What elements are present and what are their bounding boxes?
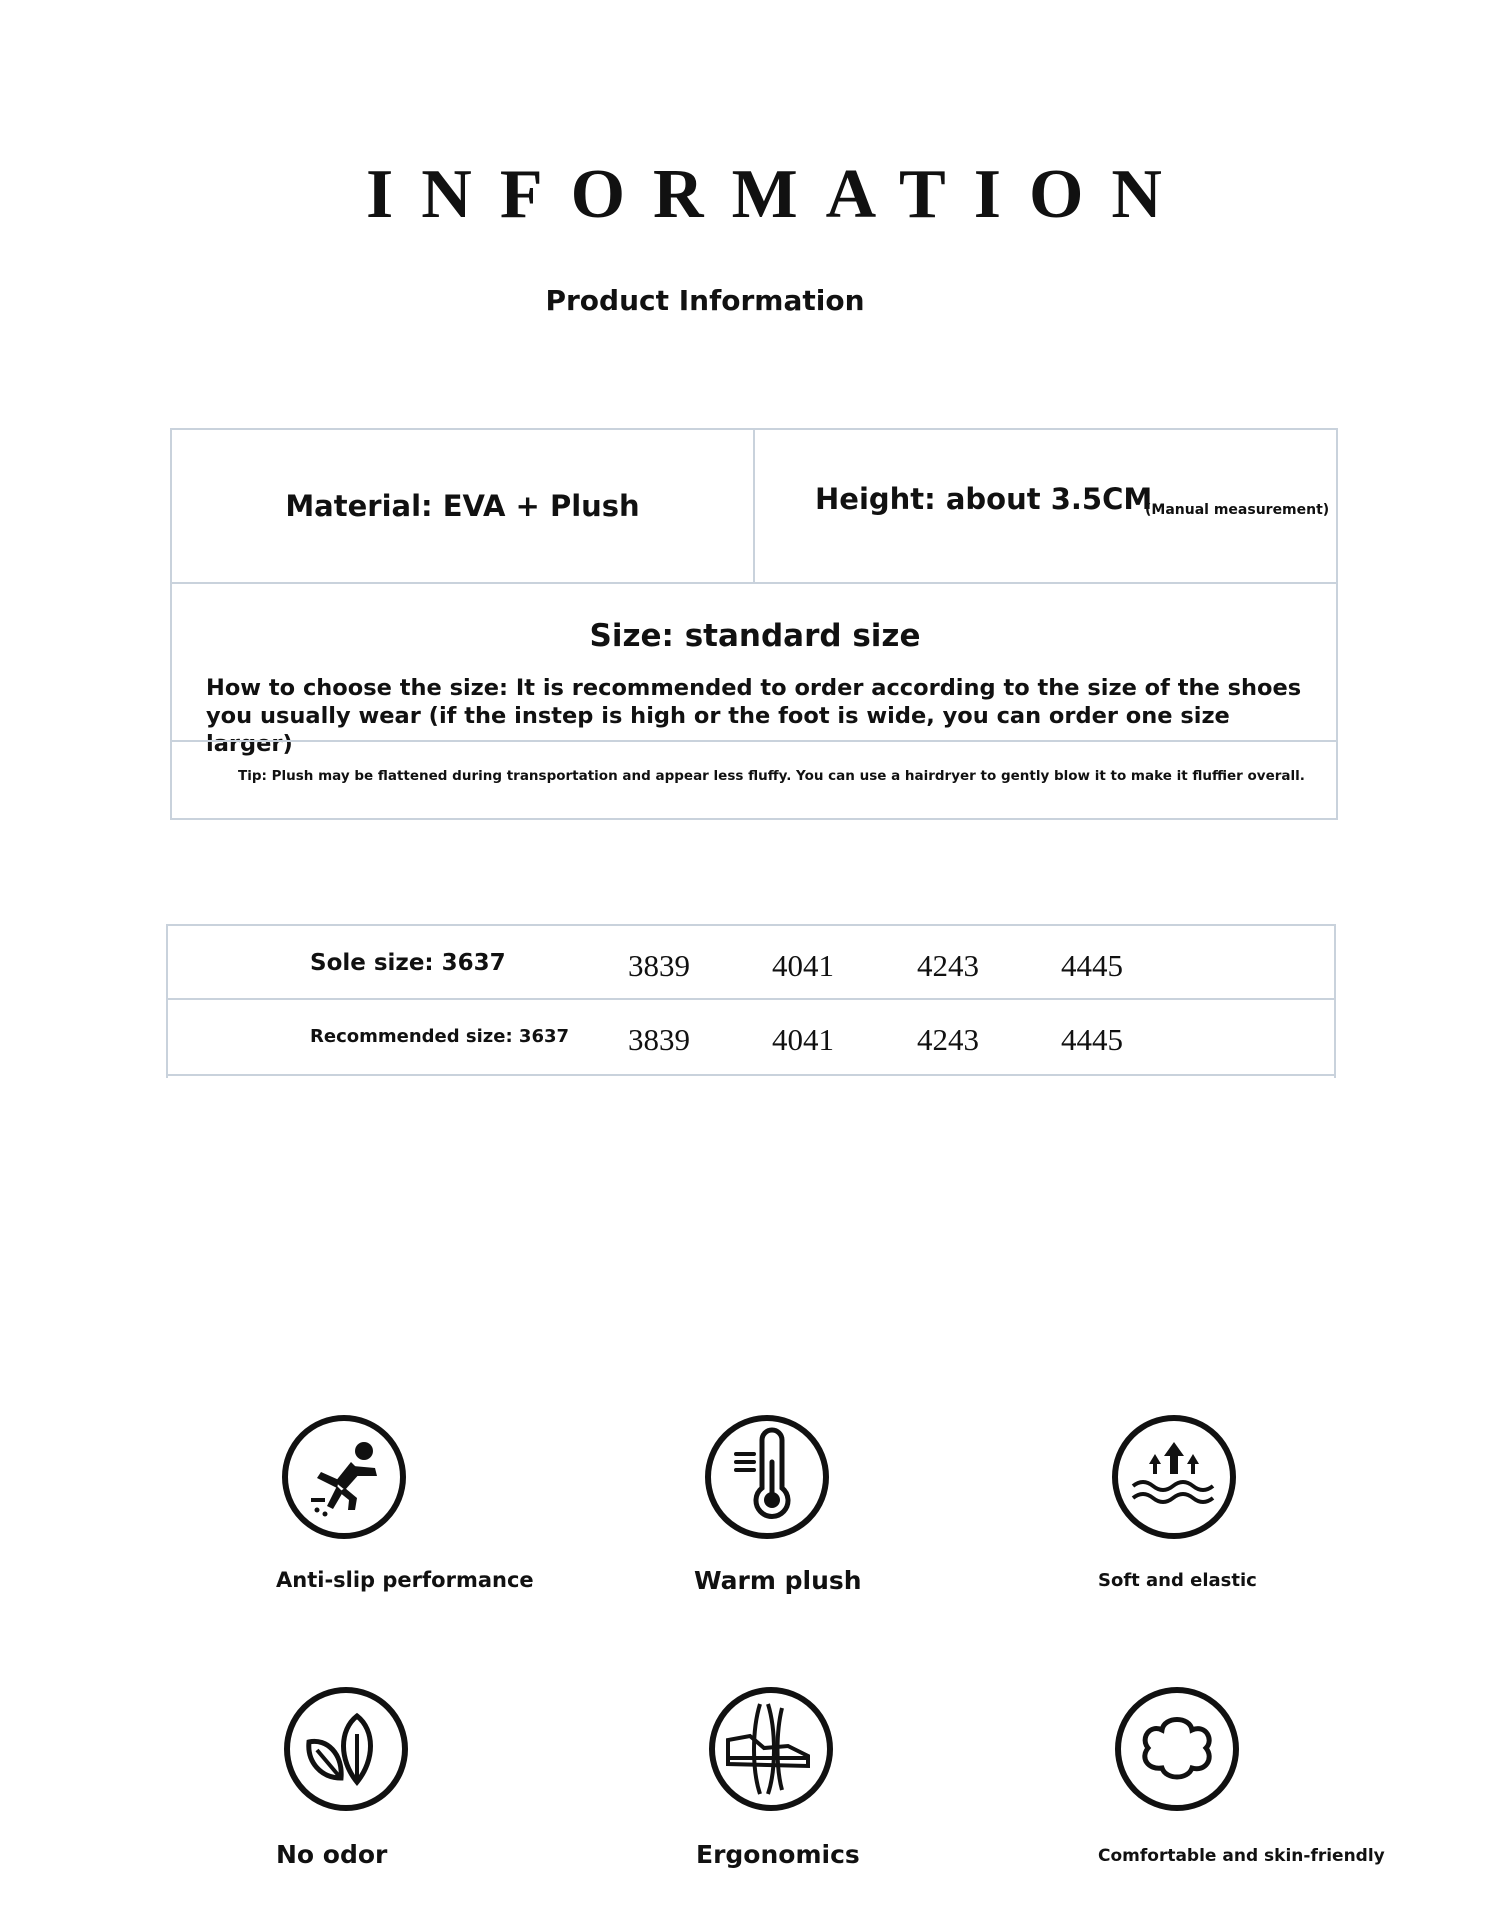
height-note: (Manual measurement): [1145, 502, 1330, 518]
recommended-size-label: Recommended size: 3637: [310, 1026, 570, 1047]
product-info-table: [170, 428, 1338, 820]
sole-size-value: 4445: [1061, 948, 1123, 983]
recommended-size-value: 4445: [1061, 1022, 1123, 1057]
tip-divider: [172, 740, 1338, 742]
size-chart: [166, 924, 1336, 1078]
section-subtitle: Product Information: [545, 284, 865, 317]
recommended-size-value: 4041: [772, 1022, 834, 1057]
anti-slip-icon: [281, 1414, 407, 1540]
sole-size-label: Sole size: 3637: [310, 950, 506, 976]
feature-label: No odor: [276, 1840, 388, 1869]
material-text: Material: EVA + Plush: [285, 489, 640, 523]
shoe-ergonomics-icon: [708, 1686, 834, 1812]
page-title: INFORMATION: [366, 156, 1190, 233]
row-divider: [168, 1074, 1334, 1076]
tip-text: Tip: Plush may be flattened during transportation and appear less fluffy. You can use a hairdryer to gently blow it to make it fluffier overall.: [238, 768, 1305, 784]
height-cell: [755, 430, 1338, 584]
feature-label: Ergonomics: [696, 1840, 860, 1869]
recommended-size-value: 3839: [628, 1022, 690, 1057]
size-guidance: How to choose the size: It is recommended to order according to the size of the shoes you usually wear (if the instep is high or the foot is wide, you can order one size larger): [206, 675, 1302, 757]
feature-label: Anti-slip performance: [276, 1568, 534, 1592]
feature-label: Warm plush: [694, 1566, 862, 1595]
height-text: Height: about 3.5CM: [815, 482, 1153, 516]
recommended-size-value: 4243: [917, 1022, 979, 1057]
row-divider: [168, 998, 1334, 1000]
sole-size-value: 4041: [772, 948, 834, 983]
rebound-arrows-icon: [1111, 1414, 1237, 1540]
leaves-icon: [283, 1686, 409, 1812]
size-title: Size: standard size: [589, 618, 921, 654]
feature-label: Comfortable and skin-friendly: [1098, 1846, 1385, 1866]
thermometer-icon: [704, 1414, 830, 1540]
cloud-icon: [1114, 1686, 1240, 1812]
sole-size-value: 3839: [628, 948, 690, 983]
sole-size-value: 4243: [917, 948, 979, 983]
feature-label: Soft and elastic: [1098, 1570, 1257, 1591]
material-cell: [172, 430, 755, 584]
